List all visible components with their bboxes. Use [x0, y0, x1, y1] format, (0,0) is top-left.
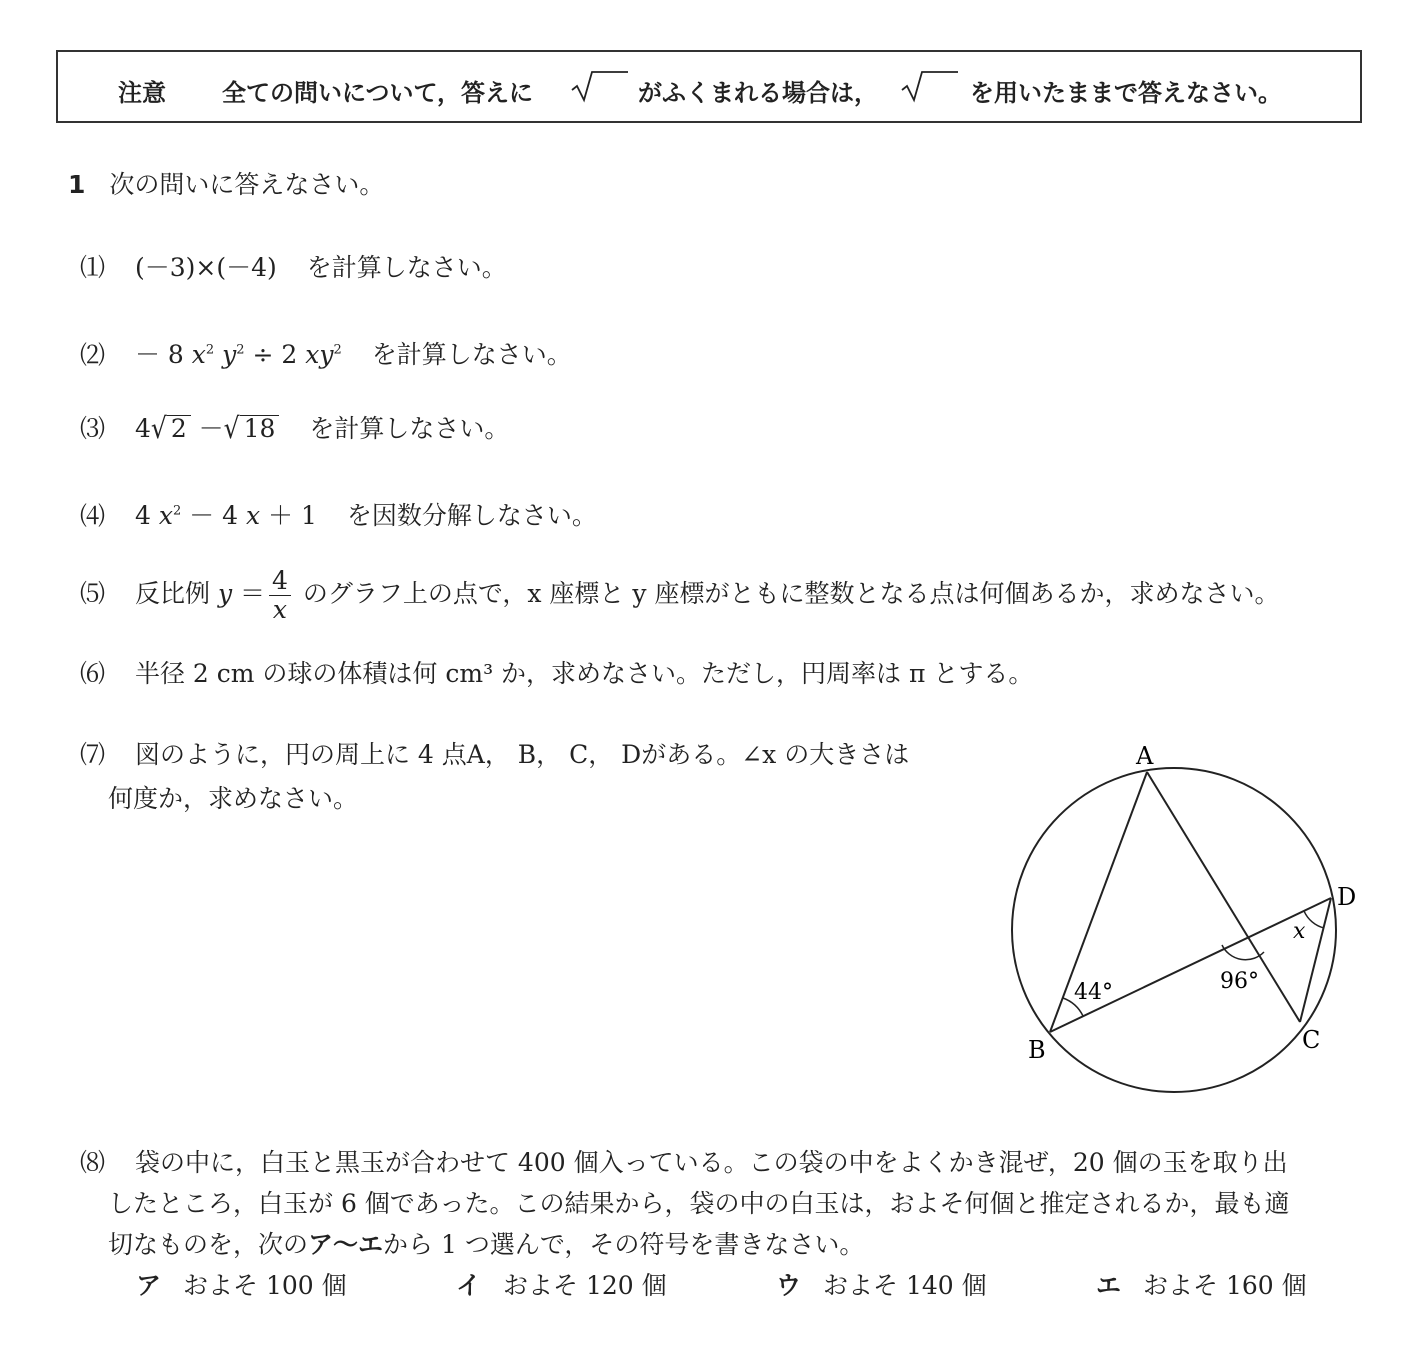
q8-line-1: 袋の中に，白玉と黒玉が合わせて 400 個入っている。この袋の中をよくかき混ぜ，20 個の玉を取り出 — [134, 1148, 1288, 1177]
label-c: C — [1302, 1026, 1321, 1054]
question-2 — [80, 336, 572, 370]
choice-a-label: ア — [136, 1271, 162, 1300]
question-8 — [80, 1148, 1288, 1178]
q8-line-2: したところ，白玉が 6 個であった。この結果から，袋の中の白玉は，およそ何個と推定されるか，最も適 — [108, 1189, 1290, 1218]
choice-c — [776, 1266, 987, 1302]
q5-text: のグラフ上の点で，x 座標と y 座標がともに整数となる点は何個あるか，求めなさい。 — [302, 579, 1280, 608]
question-5 — [80, 564, 1279, 624]
question-7 — [80, 740, 909, 770]
section-title: 次の問いに答えなさい。 — [109, 170, 385, 199]
choice-c-label: ウ — [776, 1271, 802, 1300]
section-number: 1 — [68, 170, 86, 199]
q2-expression: － 8 $x^2$ $y^2 \div 2$ $xy^2$ — [134, 340, 342, 370]
q8-number: ⑻ — [80, 1148, 106, 1177]
choice-b — [456, 1266, 667, 1302]
q7-line-1: 図のように，円の周上に 4 点A， B， C， Dがある。∠x の大きさは — [134, 740, 910, 769]
q3-instruction: を計算しなさい。 — [309, 414, 510, 443]
notice-box — [56, 50, 1362, 123]
question-1 — [80, 253, 507, 283]
question-3 — [80, 411, 510, 446]
notice-text-3: を用いたままで答えなさい。 — [970, 79, 1282, 107]
q1-expression: (－3)×(－4) — [134, 253, 277, 282]
q1-number: ⑴ — [80, 253, 106, 282]
q5-frac-numerator: 4 — [269, 567, 291, 596]
angle-label-e: 96° — [1220, 969, 1259, 994]
q4-instruction: を因数分解しなさい。 — [346, 501, 597, 531]
notice-text-1: 全ての問いについて，答えに — [222, 79, 534, 107]
choice-b-label: イ — [456, 1271, 482, 1300]
radical-symbol-2-icon — [900, 68, 960, 110]
notice-label: 注意 — [118, 79, 166, 107]
choice-a — [136, 1266, 347, 1302]
choice-a-text: およそ 100 個 — [183, 1271, 347, 1300]
q3-number: ⑶ — [80, 414, 106, 443]
q5-equation: y ＝ $\frac{4}{x}$ — [218, 579, 295, 608]
q8-line-3 — [108, 1230, 864, 1260]
choice-b-text: およそ 120 個 — [503, 1271, 667, 1300]
choice-d — [1096, 1266, 1307, 1302]
segment-dc — [1300, 898, 1331, 1022]
q2-number: ⑵ — [80, 340, 106, 370]
q7-line-2: 何度か，求めなさい。 — [108, 784, 359, 813]
choice-d-label: エ — [1096, 1271, 1122, 1300]
q6-number: ⑹ — [80, 659, 106, 688]
angle-label-b: 44° — [1074, 980, 1113, 1005]
q2-instruction: を計算しなさい。 — [371, 340, 572, 370]
q8-choice-range: ア～エ — [308, 1230, 384, 1259]
q8-line-3-c: から 1 つ選んで，その符号を書きなさい。 — [383, 1230, 865, 1259]
q7-number: ⑺ — [80, 740, 106, 769]
q3-expression: 4√ 2 －√ 18 — [135, 414, 279, 443]
q4-expression: 4 $x^2 - 4$ x ＋ 1 — [134, 501, 317, 531]
label-d: D — [1337, 883, 1357, 911]
label-a: A — [1136, 742, 1154, 770]
q5-number: ⑸ — [80, 579, 106, 608]
q4-number: ⑷ — [80, 501, 106, 531]
question-6 — [80, 659, 1033, 689]
notice-text-2: がふくまれる場合は， — [638, 79, 878, 107]
circle-figure — [990, 730, 1370, 1110]
q6-text: 半径 2 cm の球の体積は何 cm³ か，求めなさい。ただし，円周率は π とする。 — [134, 659, 1034, 688]
q5-frac-denominator: x — [272, 595, 288, 624]
q5-lead: 反比例 — [134, 579, 210, 608]
choice-c-text: およそ 140 個 — [823, 1271, 987, 1300]
q8-line-3-a: 切なものを，次の — [108, 1230, 309, 1259]
q1-instruction: を計算しなさい。 — [306, 253, 507, 282]
angle-label-d: x — [1293, 919, 1306, 944]
radical-symbol-1-icon — [570, 68, 630, 110]
choice-d-text: およそ 160 個 — [1143, 1271, 1307, 1300]
label-b: B — [1028, 1036, 1046, 1064]
question-4 — [80, 497, 597, 531]
section-heading — [68, 170, 384, 200]
angle-arc-d — [1304, 911, 1324, 928]
